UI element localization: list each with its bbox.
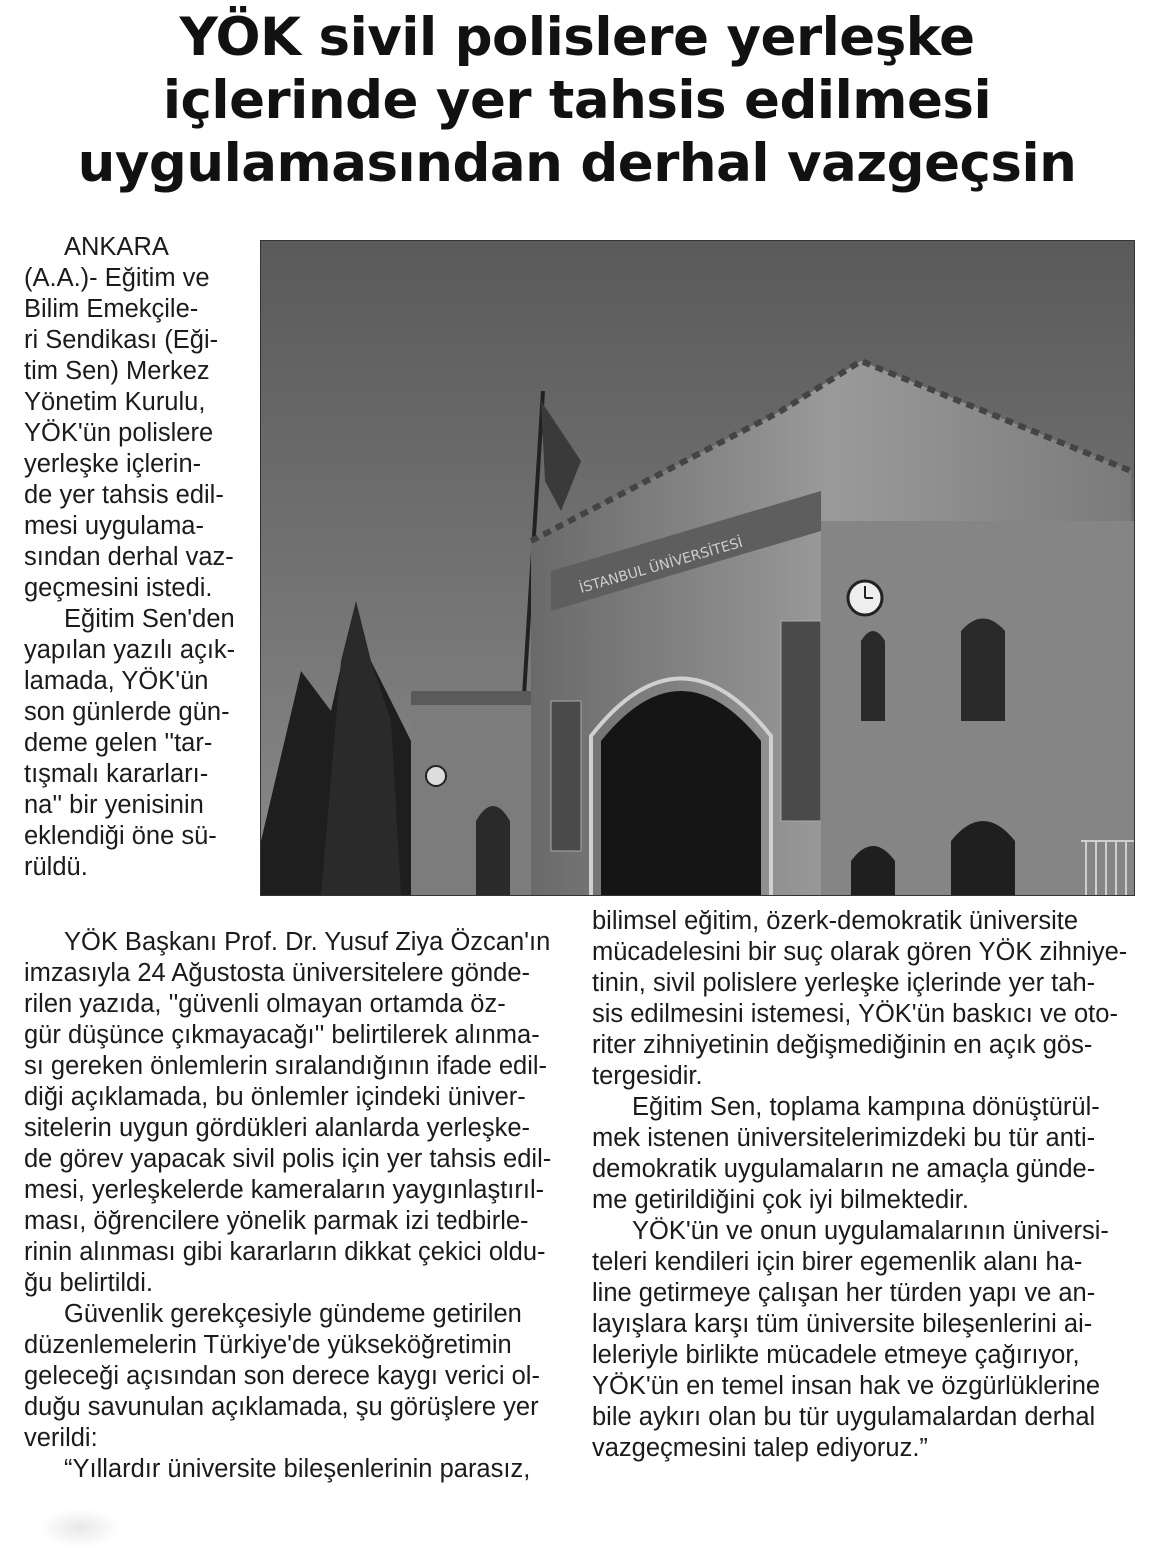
- article-column-left-top: [24, 232, 249, 883]
- text-line: rüldü.: [24, 853, 88, 881]
- text-line: ması, öğrencilere yönelik parmak izi tedbirle-: [24, 1207, 529, 1235]
- text-line: YÖK'ün en temel insan hak ve özgürlüklerine: [592, 1372, 1101, 1400]
- text-line: sı gereken önlemlerin sıralandığının ifade edil-: [24, 1052, 548, 1080]
- istanbul-university-gate-photo: [260, 240, 1135, 896]
- text-line: Eğitim Sen, toplama kampına dönüştürül-: [632, 1093, 1100, 1121]
- article-column-left-bottom: [24, 927, 579, 1485]
- text-line: bilimsel eğitim, özerk-demokratik üniversite: [592, 907, 1079, 935]
- paragraph: [24, 927, 579, 1299]
- text-line: vazgeçmesini talep ediyoruz.”: [592, 1434, 928, 1462]
- text-line: deme gelen ''tar-: [24, 729, 213, 757]
- text-line: eklendiği öne sü-: [24, 822, 217, 850]
- text-line: YÖK'ün polislere: [24, 419, 214, 447]
- text-line: de görev yapacak sivil polis için yer tahsis edil-: [24, 1145, 552, 1173]
- text-line: diği açıklamada, bu önlemler içindeki üniver-: [24, 1083, 526, 1111]
- text-line: rinin alınması gibi kararların dikkat çekici oldu-: [24, 1238, 546, 1266]
- text-line: leleriyle birlikte mücadele etmeye çağırıyor,: [592, 1341, 1080, 1369]
- paragraph: [24, 604, 249, 883]
- text-line: YÖK Başkanı Prof. Dr. Yusuf Ziya Özcan'ın: [64, 928, 551, 956]
- text-line: teleri kendileri için birer egemenlik alanı ha-: [592, 1248, 1083, 1276]
- text-line: na'' bir yenisinin: [24, 791, 204, 819]
- text-line: Bilim Emekçile-: [24, 295, 199, 323]
- text-line: rilen yazıda, ''güvenli olmayan ortamda öz-: [24, 990, 506, 1018]
- headline: [0, 6, 1154, 195]
- text-line: Eğitim Sen'den: [64, 605, 235, 633]
- text-line: demokratik uygulamaların ne amaçla günde-: [592, 1155, 1096, 1183]
- text-line: düzenlemelerin Türkiye'de yükseköğretimin: [24, 1331, 512, 1359]
- text-line: line getirmeye çalışan her türden yapı ve an-: [592, 1279, 1096, 1307]
- text-line: ri Sendikası (Eği-: [24, 326, 219, 354]
- text-line: tim Sen) Merkez: [24, 357, 210, 385]
- paragraph: [592, 906, 1137, 1092]
- text-line: Yönetim Kurulu,: [24, 388, 206, 416]
- paragraph: [24, 232, 249, 604]
- text-line: yapılan yazılı açık-: [24, 636, 236, 664]
- text-line: son günlerde gün-: [24, 698, 230, 726]
- text-line: sından derhal vaz-: [24, 543, 234, 571]
- text-line: mücadelesini bir suç olarak gören YÖK zihniye-: [592, 938, 1128, 966]
- paragraph: [592, 1216, 1137, 1464]
- text-line: mek istenen üniversitelerimizdeki bu tür anti-: [592, 1124, 1096, 1152]
- text-line: tışmalı kararları-: [24, 760, 209, 788]
- text-line: sis edilmesini istemesi, YÖK'ün baskıcı ve oto-: [592, 1000, 1118, 1028]
- text-line: de yer tahsis edil-: [24, 481, 224, 509]
- headline-line: uygulamasından derhal vazgeçsin: [77, 133, 1077, 194]
- text-line: mesi uygulama-: [24, 512, 204, 540]
- paragraph: [592, 1092, 1137, 1216]
- scan-smudge: [40, 1508, 120, 1548]
- text-line: bile aykırı olan bu tür uygulamalardan derhal: [592, 1403, 1096, 1431]
- text-line: (A.A.)- Eğitim ve: [24, 264, 210, 292]
- text-line: yerleşke içlerin-: [24, 450, 202, 478]
- text-line: layışlara karşı tüm üniversite bileşenlerini ai-: [592, 1310, 1093, 1338]
- text-line: geçmesini istedi.: [24, 574, 213, 602]
- text-line: duğu savunulan açıklamada, şu görüşlere yer: [24, 1393, 539, 1421]
- text-line: verildi:: [24, 1424, 98, 1452]
- text-line: me getirildiğini çok iyi bilmektedir.: [592, 1186, 969, 1214]
- headline-line: içlerinde yer tahsis edilmesi: [162, 70, 992, 131]
- text-line: ğu belirtildi.: [24, 1269, 153, 1297]
- headline-line: YÖK sivil polislere yerleşke: [179, 7, 975, 68]
- text-line: tergesidir.: [592, 1062, 703, 1090]
- text-line: gür düşünce çıkmayacağı'' belirtilerek alınma-: [24, 1021, 540, 1049]
- text-line: mesi, yerleşkelerde kameraların yaygınlaştırıl-: [24, 1176, 545, 1204]
- text-line: imzasıyla 24 Ağustosta üniversitelere gönde-: [24, 959, 531, 987]
- text-line: tinin, sivil polislere yerleşke içlerinde yer tah-: [592, 969, 1096, 997]
- facade-inscription: İSTANBUL ÜNİVERSİTESİ: [577, 534, 745, 597]
- text-line: geleceği açısından son derece kaygı verici ol-: [24, 1362, 540, 1390]
- text-line: lamada, YÖK'ün: [24, 667, 209, 695]
- paragraph: [24, 1454, 579, 1485]
- text-line: ANKARA: [64, 233, 169, 261]
- text-line: YÖK'ün ve onun uygulamalarının üniversi-: [632, 1217, 1109, 1245]
- text-line: sitelerin uygun gördükleri alanlarda yerleşke-: [24, 1114, 531, 1142]
- text-line: Güvenlik gerekçesiyle gündeme getirilen: [64, 1300, 522, 1328]
- paragraph: [24, 1299, 579, 1454]
- article-column-right: [592, 906, 1137, 1464]
- text-line: “Yıllardır üniversite bileşenlerinin parasız,: [64, 1455, 531, 1483]
- text-line: riter zihniyetinin değişmediğinin en açık gös-: [592, 1031, 1093, 1059]
